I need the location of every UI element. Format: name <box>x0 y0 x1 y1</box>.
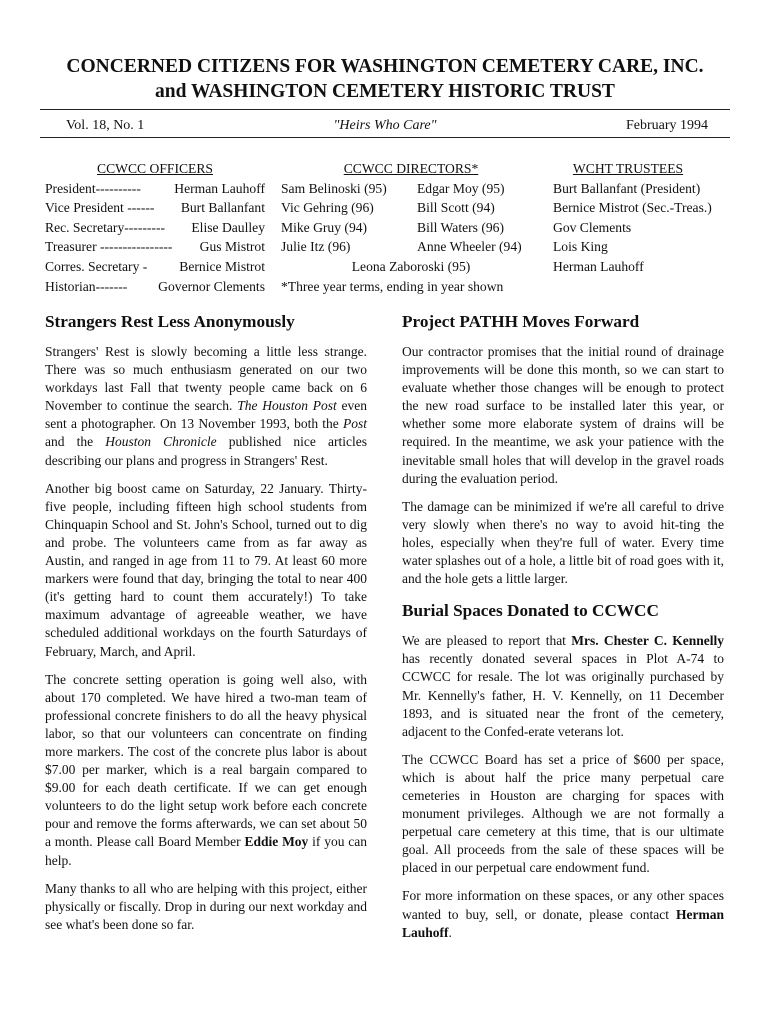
article-paragraph: Another big boost came on Saturday, 22 January. Thirty-five people, including fifteen high school students from Chinquapin School and St. John's School, turned out to dig and probe. The volunteers came from as far away as Austin, and ranged in age from 11 to 79. At least 60 more markers were found that day, bringing the total to near 400 (it's getting hard to count them accurately!) To take maximum advantage of agreeable weather, we have scheduled additional workdays on the fourth Saturdays of February, March, and April. <box>45 480 367 659</box>
article-heading-burial-spaces: Burial Spaces Donated to CCWCC <box>402 601 659 621</box>
article-paragraph: Our contractor promises that the initial round of drainage improvements will be done this month, so we can start to evaluate whether those changes will be enough to protect the new road surface to be installed later this year, or whether some more elaborate system of drains will be required. In the meantime, we ask your patience with the inevitable small holes that will develop in the gravel roads during the evaluation period. <box>402 344 724 486</box>
article-paragraph: We are pleased to report that Mrs. Chester C. Kennelly has recently donated several spaces in Plot A-74 to CCWCC for resale. The lot was originally purchased by Mr. Kennelly's father, H. V. Kennelly, on 11 December 1893, and is situated near the front of the cemetery, adjacent to the Confed-erate veterans lot. <box>402 633 725 739</box>
trustees-list <box>553 159 735 277</box>
article-paragraph: For more information on these spaces, or any other spaces wanted to buy, sell, or donate, please contact Herman Lauhoff. <box>402 888 725 940</box>
officer-name: Burt Ballanfant <box>180 200 265 216</box>
masthead-top-rule <box>40 109 730 110</box>
director-name: Anne Wheeler (94) <box>417 239 522 255</box>
publication-name: Post <box>342 416 367 432</box>
officer-name: Bernice Mistrot <box>179 258 265 274</box>
publication-name: Houston Chronicle <box>105 434 217 450</box>
director-row <box>281 179 541 199</box>
masthead-line-2: and WASHINGTON CEMETERY HISTORIC TRUST <box>155 81 615 102</box>
masthead-bottom-rule <box>40 137 730 138</box>
trustee-name: Gov Clements <box>553 219 632 235</box>
officer-role: Rec. Secretary--------- <box>45 219 165 235</box>
officer-name: Gus Mistrot <box>199 239 265 255</box>
directors-list <box>281 159 541 296</box>
officer-row <box>45 257 265 277</box>
donor-name: Mrs. Chester C. Kennelly <box>571 633 725 649</box>
tagline: "Heirs Who Care" <box>333 118 437 133</box>
contact-name: Eddie Moy <box>244 834 309 850</box>
director-name: Leona Zaboroski (95) <box>351 258 471 274</box>
officer-row <box>45 218 265 238</box>
article-paragraph: The concrete setting operation is going well also, with about 170 completed. We have hired a two-man team of professional concrete finishers to do all the heavy physical labor, so that our volunteers can concentrate on finding more markers. The cost of the concrete plus labor is about $7.00 per marker, which is a real bargain compared to $9.00 for each death certificate. If we can get enough volunteers to do the light setup work before each concrete pour and remove the forms afterwards, we can set about 50 a month. Please call Board Member Eddie Moy if you can help. <box>45 671 368 868</box>
director-name: Vic Gehring (96) <box>281 200 374 216</box>
trustees-heading: WCHT TRUSTEES <box>572 161 684 176</box>
officer-role: President---------- <box>45 180 141 196</box>
officer-role: Historian------- <box>45 278 128 294</box>
director-name: Bill Scott (94) <box>417 200 495 216</box>
director-name: Sam Belinoski (95) <box>281 180 387 196</box>
officer-role: Vice President ------ <box>45 200 155 216</box>
director-row <box>281 218 541 238</box>
article-heading-strangers-rest: Strangers Rest Less Anonymously <box>45 312 295 331</box>
right-column <box>402 311 724 952</box>
masthead-line-1: CONCERNED CITIZENS FOR WASHINGTON CEMETERY CARE, INC. <box>66 56 704 77</box>
officers-list <box>45 159 265 296</box>
officer-name: Herman Lauhoff <box>174 180 265 196</box>
officer-row <box>45 198 265 218</box>
volume-number: Vol. 18, No. 1 <box>66 118 145 133</box>
trustee-name: Bernice Mistrot (Sec.-Treas.) <box>553 200 712 216</box>
trustee-name: Lois King <box>553 239 608 255</box>
officer-row <box>45 237 265 257</box>
directors-footnote: *Three year terms, ending in year shown <box>281 278 504 294</box>
director-row <box>281 198 541 218</box>
officer-name: Governor Clements <box>158 278 265 294</box>
article-paragraph: The damage can be minimized if we're all careful to drive very slowly when there's no way to avoid hit-ting the holes, especially when they're full of water. Every time water splashes out of a hole, a little bit of road goes with it, and the hole gets a little larger. <box>402 498 724 587</box>
director-name: Julie Itz (96) <box>281 239 351 255</box>
officers-heading: CCWCC OFFICERS <box>97 161 213 176</box>
article-paragraph: Strangers' Rest is slowly becoming a little less strange. There was so much enthusiasm generated on our two workdays last Fall that twenty people came back on 6 November to continue the search. The Houston Post even sent a photographer. On 13 November 1993, both the Post and the Houston Chronicle published nice articles describing our plans and progress in Strangers' Rest. <box>45 344 368 468</box>
article-heading-project-pathh: Project PATHH Moves Forward <box>402 312 640 331</box>
officer-role: Treasurer ---------------- <box>45 239 173 255</box>
director-name: Mike Gruy (94) <box>281 219 368 235</box>
masthead-title <box>40 54 730 104</box>
publication-name: The Houston Post <box>237 398 337 414</box>
trustee-name: Herman Lauhoff <box>553 258 644 274</box>
officer-row <box>45 179 265 199</box>
contact-name: Herman Lauhoff <box>402 906 725 940</box>
article-paragraph: The CCWCC Board has set a price of $600 per space, which is about half the price many perpetual care cemeteries in Houston are charging for spaces with monument privileges. Although we are not formally a perpetual care cemetery at this time, that is our ultimate goal. All proceeds from the sale of these spaces will be placed in our perpetual care endowment fund. <box>402 751 724 876</box>
officer-name: Elise Daulley <box>191 219 265 235</box>
director-row <box>281 237 541 257</box>
officer-row <box>45 277 265 297</box>
trustee-name: Burt Ballanfant (President) <box>553 180 701 196</box>
director-name: Edgar Moy (95) <box>417 180 505 196</box>
directors-heading: CCWCC DIRECTORS* <box>343 161 479 176</box>
article-paragraph: Many thanks to all who are helping with this project, either physically or fiscally. Drop in during our next workday and see what's been done so far. <box>45 880 367 932</box>
left-column <box>45 311 367 944</box>
director-name: Bill Waters (96) <box>417 219 504 235</box>
officer-role: Corres. Secretary - <box>45 258 148 274</box>
issue-date: February 1994 <box>625 118 708 133</box>
